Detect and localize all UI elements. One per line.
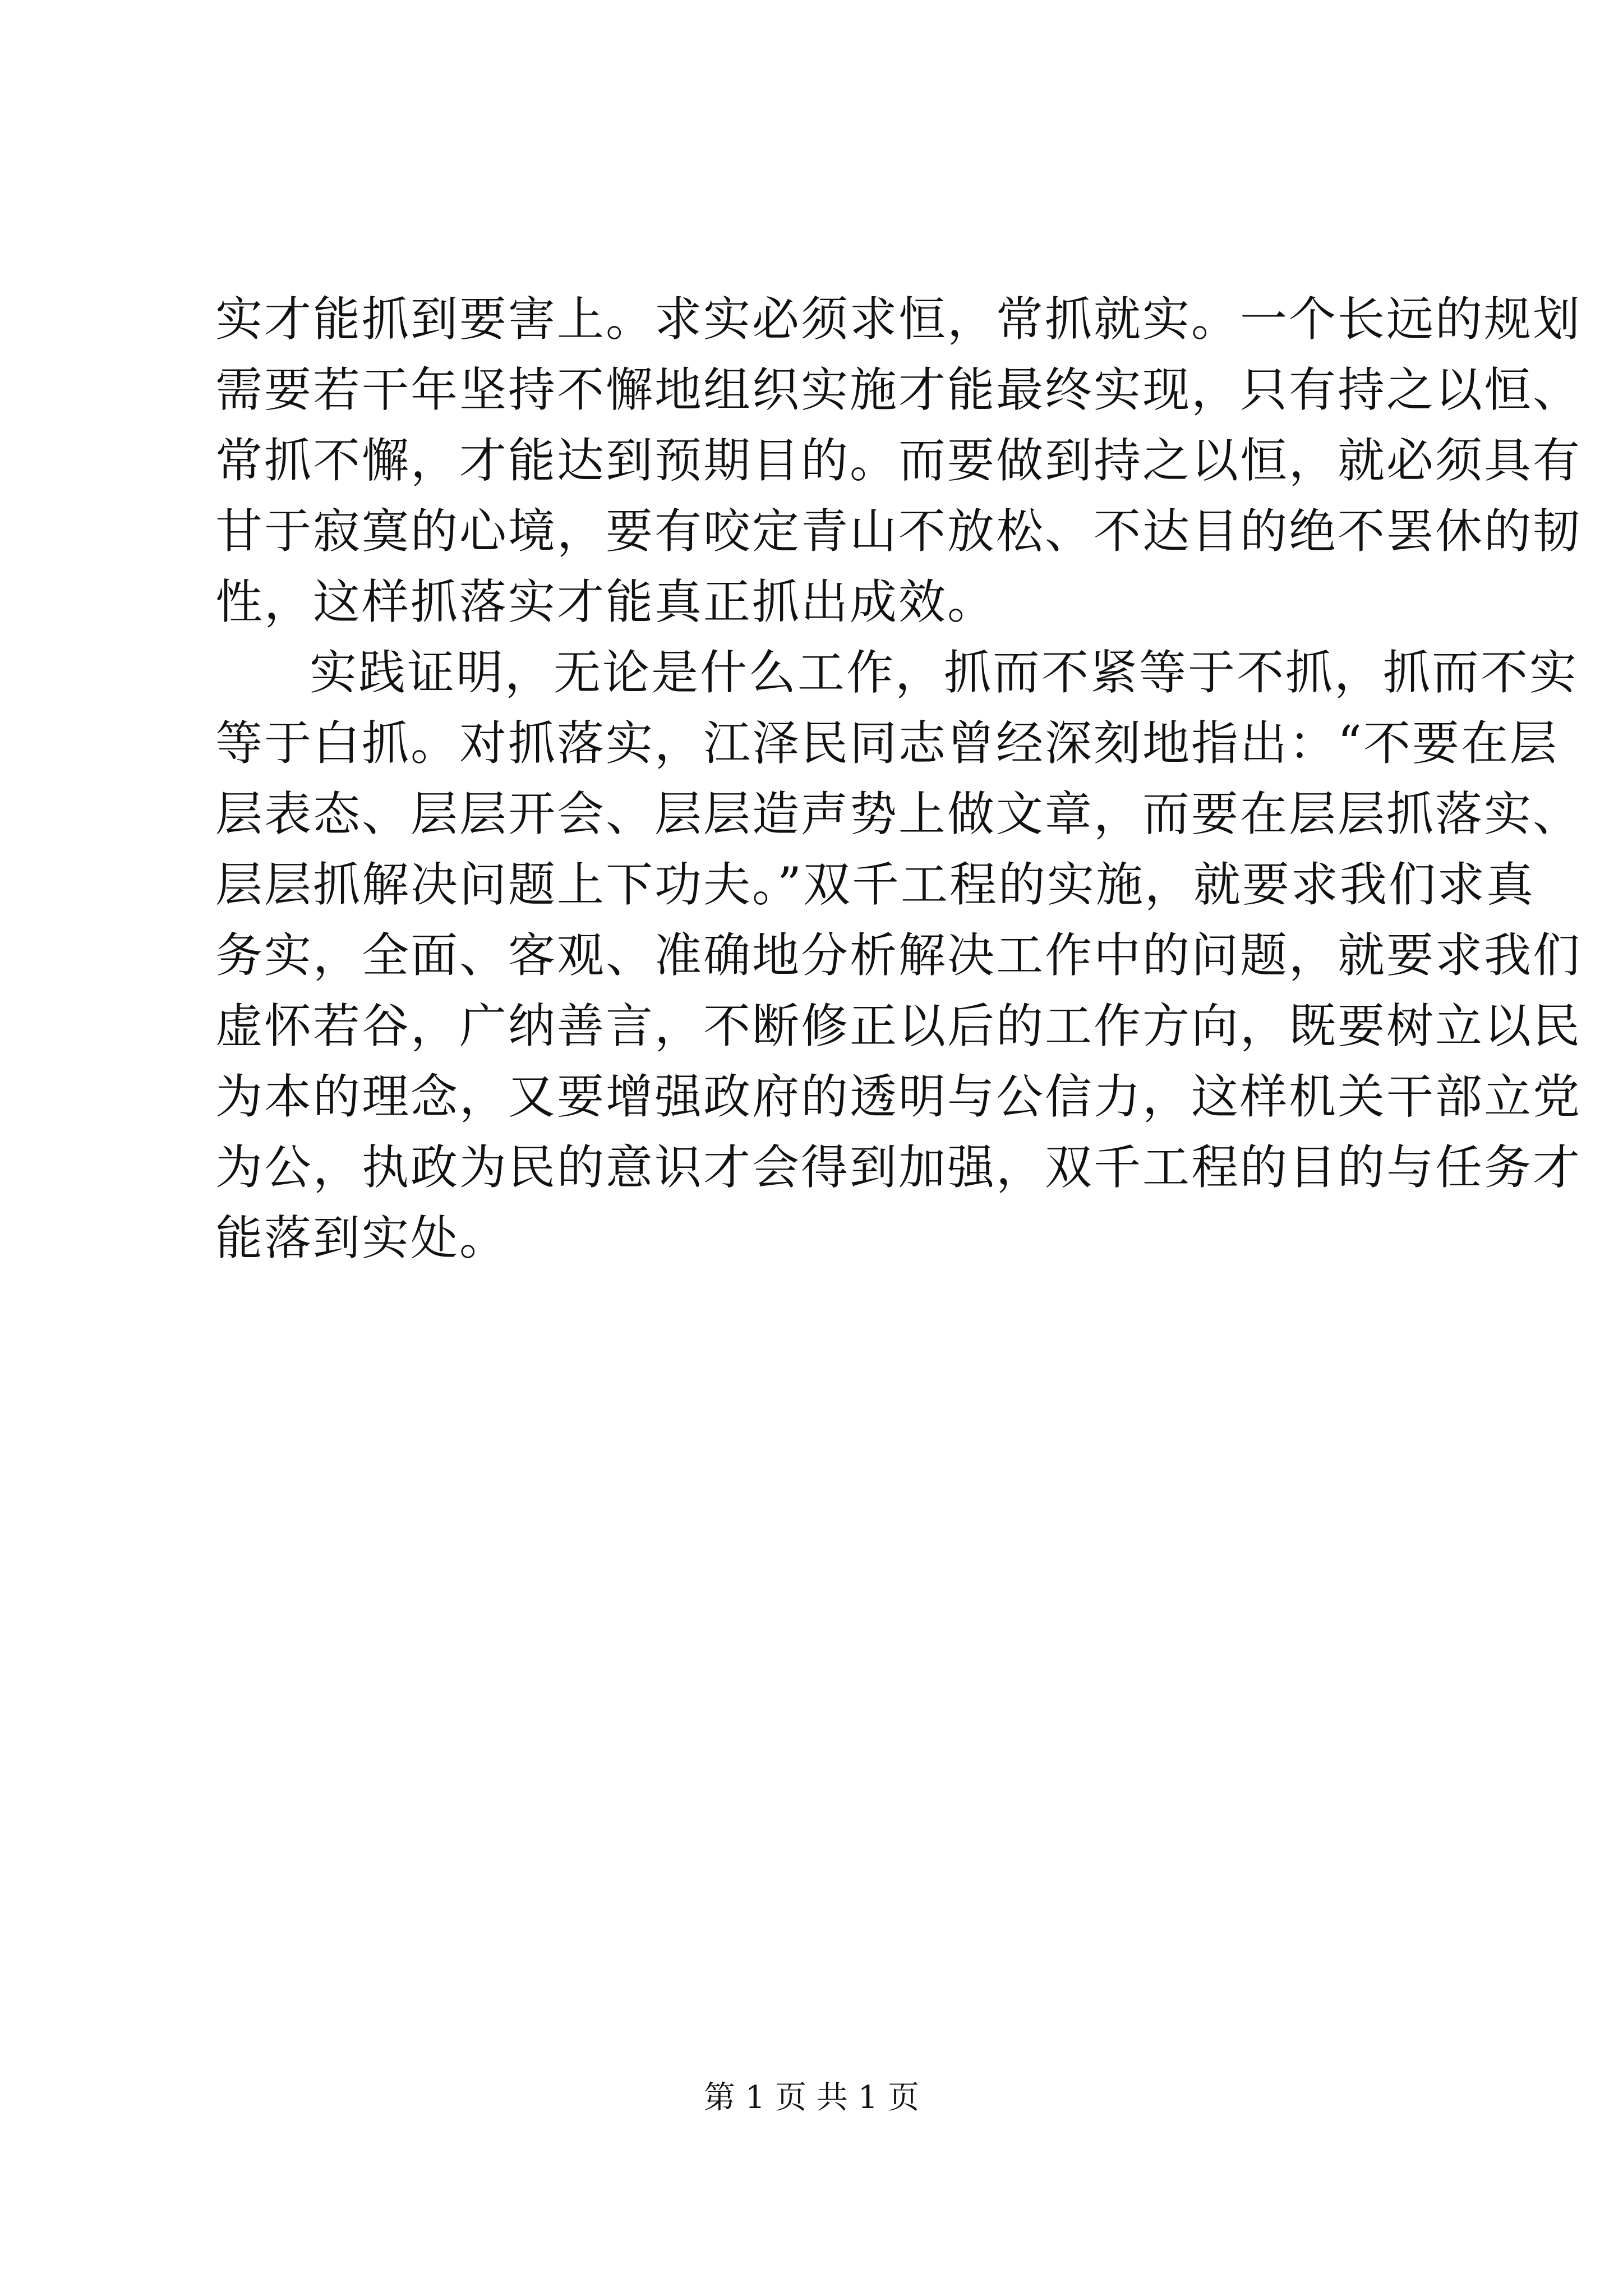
- text-line: 为本的理念，又要增强政府的透明与公信力，这样机关干部立党: [215, 1069, 1582, 1124]
- text-line: 实才能抓到要害上。求实必须求恒，常抓就实。一个长远的规划: [215, 292, 1582, 347]
- text-line: 务实，全面、客观、准确地分析解决工作中的问题，就要求我们: [215, 928, 1582, 983]
- page-number-footer: 第 1 页 共 1 页: [703, 2079, 920, 2116]
- text-line: 能落到实处。: [215, 1211, 509, 1266]
- text-line: 等于白抓。对抓落实，江泽民同志曾经深刻地指出：“不要在层: [215, 716, 1559, 771]
- text-line: 性，这样抓落实才能真正抓出成效。: [215, 574, 997, 629]
- text-line: 层表态、层层开会、层层造声势上做文章，而要在层层抓落实、: [215, 786, 1582, 841]
- paragraph-2: [215, 637, 1582, 1273]
- text-line: 实践证明，无论是什么工作，抓而不紧等于不抓，抓而不实: [310, 645, 1579, 700]
- text-line: 虚怀若谷，广纳善言，不断修正以后的工作方向，既要树立以民: [215, 999, 1582, 1053]
- body-text: [215, 284, 1582, 1273]
- paragraph-1: [215, 284, 1582, 637]
- text-line: 为公，执政为民的意识才会得到加强，双千工程的目的与任务才: [215, 1140, 1582, 1195]
- text-line: 常抓不懈，才能达到预期目的。而要做到持之以恒，就必须具有: [215, 433, 1582, 488]
- text-line: 需要若干年坚持不懈地组织实施才能最终实现，只有持之以恒、: [215, 362, 1582, 417]
- text-line: 甘于寂寞的心境，要有咬定青山不放松、不达目的绝不罢休的韧: [215, 504, 1582, 559]
- text-line: 层层抓解决问题上下功夫。”双千工程的实施，就要求我们求真: [215, 857, 1535, 912]
